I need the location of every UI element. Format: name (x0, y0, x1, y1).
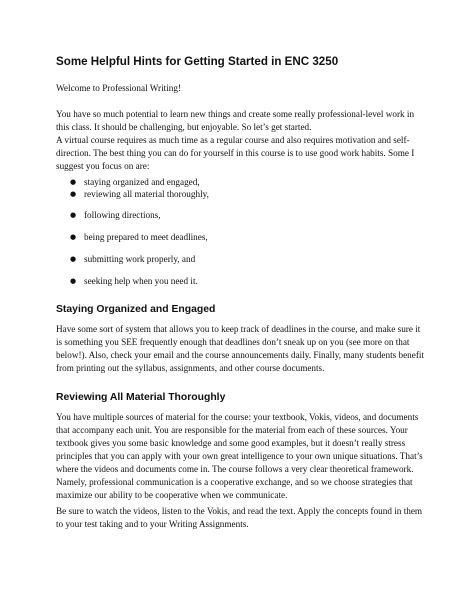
section-body-organized: Have some sort of system that allows you to keep track of deadlines in the course, and make sure it is something you SEE frequently enough that deadlines don’t sneak up on you (see more on that below!). Also, check your email and the course announcements daily. Finally, many students benefit from printing out the syllabus, assignments, and other course documents. (56, 324, 424, 373)
list-item-text: following directions, (84, 210, 161, 220)
list-item-text: being prepared to meet deadlines, (84, 232, 208, 242)
intro-paragraph-1: You have so much potential to learn new things and create some really professional-level work in this class. It should be challenging, but enjoyable. So let’s get started. (56, 109, 415, 132)
list-item-text: seeking help when you need it. (84, 276, 198, 286)
welcome-line: Welcome to Professional Writing! (56, 83, 182, 93)
section-heading-reviewing: Reviewing All Material Thoroughly (56, 392, 226, 403)
intro-paragraph-2: A virtual course requires as much time as a regular course and also requires motivation and self-direction. The best thing you can do for yourself in this course is to use good work habits. Some I suggest you focus on are: (56, 135, 415, 171)
bullet-icon: ● (70, 277, 77, 285)
bullet-icon: ● (70, 233, 77, 241)
section-body-reviewing-2: Be sure to watch the videos, listen to the Vokis, and read the text. Apply the concepts found in them to your test taking and to your Writing Assignments. (56, 506, 423, 529)
bullet-icon: ● (70, 255, 77, 263)
list-item-text: staying organized and engaged, (84, 177, 200, 187)
section-heading-organized: Staying Organized and Engaged (56, 304, 216, 315)
document-title: Some Helpful Hints for Getting Started in ENC 3250 (56, 55, 339, 68)
list-item-text: submitting work properly, and (84, 254, 196, 264)
bullet-icon: ● (70, 211, 77, 219)
section-body-reviewing-1: You have multiple sources of material for the course: your textbook, Vokis, videos, and documents that accompany each unit. You are responsible for the material from each of these sources. Your textbook gives you some basic knowledge and some good examples, but it doesn’t really stress principles that you can apply with your own great intelligence to your own unique situations. That’s where the videos and documents come in. The course follows a very clear theoretical framework. Namely, professional communication is a cooperative exchange, and so we choose strategies that maximize our ability to be cooperative when we communicate. (56, 412, 423, 500)
list-item-text: reviewing all material thoroughly, (84, 189, 209, 199)
bullet-icon: ● (70, 178, 77, 186)
bullet-icon: ● (70, 190, 77, 198)
